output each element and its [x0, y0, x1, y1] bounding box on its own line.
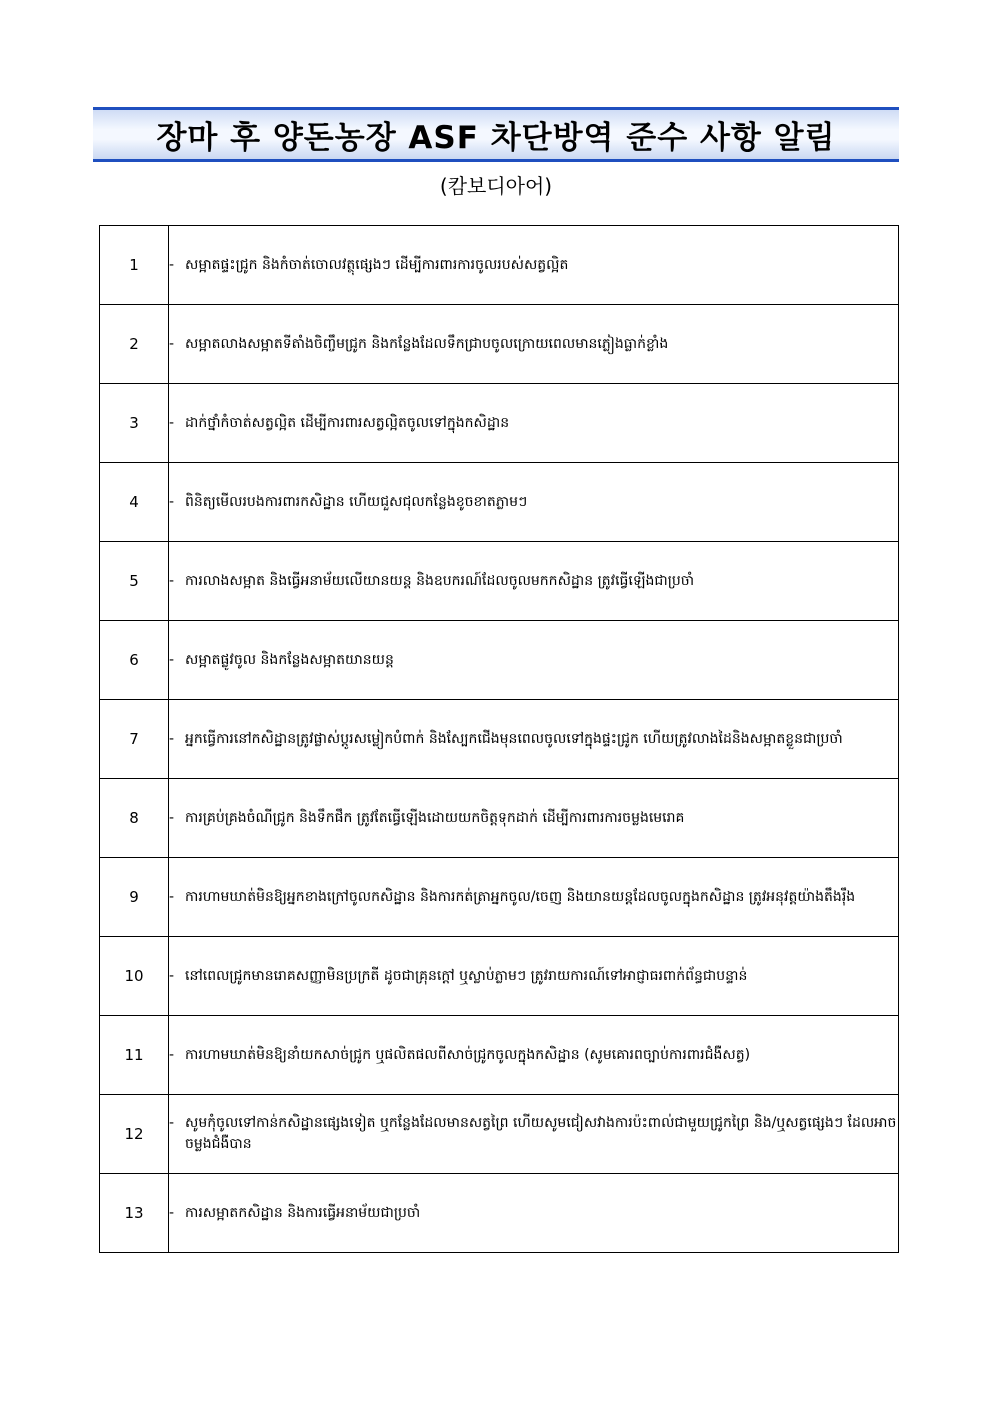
bullet-dash: -	[169, 493, 175, 510]
item-cell	[169, 779, 899, 858]
table-row	[100, 384, 899, 463]
item-cell	[169, 226, 899, 305]
item-line	[169, 650, 898, 671]
item-number: 7	[100, 700, 169, 779]
item-text: ការហាមឃាត់មិនឱ្យអ្នកខាងក្រៅចូលកសិដ្ឋាន និងការកត់ត្រាអ្នកចូល/ចេញ និងយានយន្តដែលចូលក្នុងកសិដ្ឋាន ត្រូវអនុវត្តយ៉ាងតឹងរ៉ឹង	[185, 888, 856, 905]
item-number: 5	[100, 542, 169, 621]
bullet-dash: -	[169, 1046, 175, 1063]
table-row	[100, 779, 899, 858]
bullet-dash: -	[169, 256, 175, 273]
item-cell	[169, 937, 899, 1016]
item-cell	[169, 305, 899, 384]
item-line	[169, 571, 898, 592]
item-number: 12	[100, 1095, 169, 1174]
table-row	[100, 858, 899, 937]
item-number: 4	[100, 463, 169, 542]
item-line	[169, 1045, 898, 1066]
item-number: 2	[100, 305, 169, 384]
item-text: នៅពេលជ្រូកមានរោគសញ្ញាមិនប្រក្រតី ដូចជាគ្រុនក្តៅ ឬស្លាប់ភ្លាមៗ ត្រូវរាយការណ៍ទៅអាជ្ញាធរពាក់ព័ន្ធជាបន្ទាន់	[185, 967, 748, 984]
item-cell	[169, 700, 899, 779]
item-text: សម្អាតលាងសម្អាតទីតាំងចិញ្ចឹមជ្រូក និងកន្លែងដែលទឹកជ្រាបចូលក្រោយពេលមានភ្លៀងធ្លាក់ខ្លាំង	[185, 335, 669, 352]
item-cell	[169, 858, 899, 937]
bullet-dash: -	[169, 730, 175, 747]
table-row	[100, 305, 899, 384]
item-text: ការលាងសម្អាត និងធ្វើអនាម័យលើយានយន្ត និងឧបករណ៍ដែលចូលមកកសិដ្ឋាន ត្រូវធ្វើឡើងជាប្រចាំ	[185, 572, 695, 589]
item-number: 8	[100, 779, 169, 858]
table-row	[100, 1095, 899, 1174]
item-text: ដាក់ថ្នាំកំចាត់សត្វល្អិត ដើម្បីការពារសត្វល្អិតចូលទៅក្នុងកសិដ្ឋាន	[185, 414, 510, 431]
item-cell	[169, 621, 899, 700]
item-line	[169, 729, 898, 750]
bullet-dash: -	[169, 572, 175, 589]
item-text: អ្នកធ្វើការនៅកសិដ្ឋានត្រូវផ្លាស់ប្តូរសម្លៀកបំពាក់ និងស្បែកជើងមុនពេលចូលទៅក្នុងផ្ទះជ្រូក ហើយត្រូវលាងដៃនិងសម្អាតខ្លួនជាប្រចាំ	[185, 730, 843, 747]
bullet-dash: -	[169, 414, 175, 431]
bullet-dash: -	[169, 1204, 175, 1221]
item-number: 11	[100, 1016, 169, 1095]
bullet-dash: -	[169, 335, 175, 352]
item-number: 1	[100, 226, 169, 305]
item-text: សម្អាតផ្លូវចូល និងកន្លែងសម្អាតយានយន្ត	[185, 651, 394, 668]
item-number: 3	[100, 384, 169, 463]
item-text: ការហាមឃាត់មិនឱ្យនាំយកសាច់ជ្រូក ឬផលិតផលពីសាច់ជ្រូកចូលក្នុងកសិដ្ឋាន (សូមគោរពច្បាប់ការពារជំងឺសត្វ)	[185, 1046, 751, 1063]
item-text: ការគ្រប់គ្រងចំណីជ្រូក និងទឹកផឹក ត្រូវតែធ្វើឡើងដោយយកចិត្តទុកដាក់ ដើម្បីការពារការចម្លងមេរោគ	[185, 809, 685, 826]
item-line	[169, 413, 898, 434]
item-line	[169, 492, 898, 513]
bullet-dash: -	[169, 888, 175, 905]
table-row	[100, 1016, 899, 1095]
item-line	[169, 887, 898, 908]
bullet-dash: -	[169, 809, 175, 826]
bullet-dash: -	[169, 651, 175, 668]
page-title: 장마 후 양돈농장 ASF 차단방역 준수 사항 알림	[156, 120, 836, 156]
item-cell	[169, 1016, 899, 1095]
table-row	[100, 937, 899, 1016]
item-cell	[169, 463, 899, 542]
item-line	[169, 1203, 898, 1224]
table-row	[100, 463, 899, 542]
item-text: ពិនិត្យមើលរបងការពារកសិដ្ឋាន ហើយជួសជុលកន្លែងខូចខាតភ្លាមៗ	[185, 493, 528, 510]
item-number: 10	[100, 937, 169, 1016]
item-number: 13	[100, 1174, 169, 1253]
item-cell	[169, 384, 899, 463]
item-line	[169, 1113, 898, 1155]
bullet-dash: -	[169, 967, 175, 984]
table-row	[100, 542, 899, 621]
item-line	[169, 966, 898, 987]
item-line	[169, 255, 898, 276]
notice-table-body	[100, 226, 899, 1253]
item-text: សម្អាតផ្ទះជ្រូក និងកំចាត់ចោលវត្ថុផ្សេងៗ ដើម្បីការពារការចូលរបស់សត្វល្អិត	[185, 256, 569, 273]
item-number: 9	[100, 858, 169, 937]
item-cell	[169, 1095, 899, 1174]
item-cell	[169, 542, 899, 621]
bullet-dash: -	[169, 1115, 175, 1131]
table-row	[100, 700, 899, 779]
title-banner	[93, 107, 899, 162]
table-row	[100, 621, 899, 700]
item-line	[169, 808, 898, 829]
language-label: (캄보디아어)	[439, 174, 553, 198]
item-number: 6	[100, 621, 169, 700]
notice-table	[99, 225, 899, 1253]
table-row	[100, 226, 899, 305]
item-cell	[169, 1174, 899, 1253]
table-row	[100, 1174, 899, 1253]
item-text: សូមកុំចូលទៅកាន់កសិដ្ឋានផ្សេងទៀត ឬកន្លែងដែលមានសត្វព្រៃ ហើយសូមជៀសវាងការប៉ះពាល់ជាមួយជ្រូកព្រៃ និង/ឬសត្វផ្សេងៗ ដែលអាចចម្លងជំងឺបាន	[185, 1115, 897, 1152]
item-line	[169, 334, 898, 355]
item-text: ការសម្អាតកសិដ្ឋាន និងការធ្វើអនាម័យជាប្រចាំ	[185, 1204, 421, 1221]
